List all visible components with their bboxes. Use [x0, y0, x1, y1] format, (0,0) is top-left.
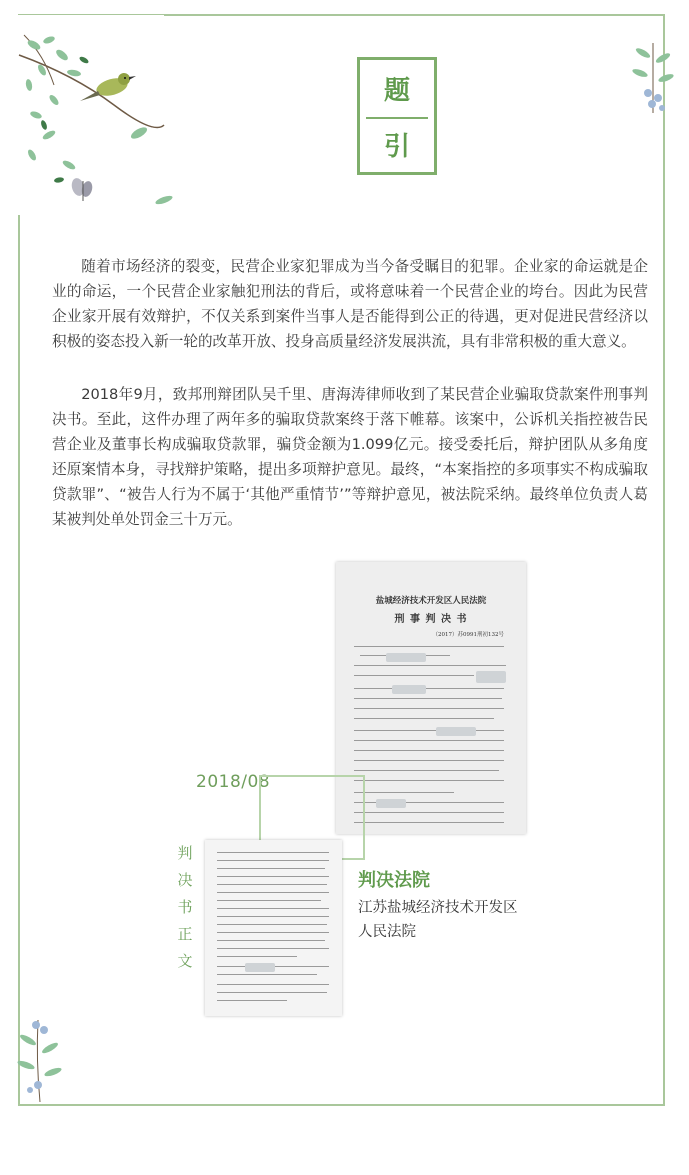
- title-char-1: 题: [383, 76, 410, 106]
- vertical-char: 判: [177, 844, 193, 862]
- title-divider: [366, 117, 428, 119]
- vertical-char: 正: [177, 925, 193, 943]
- doc-type: 刑 事 判 决 书: [394, 614, 468, 625]
- court-name-line-2: 人民法院: [358, 924, 416, 940]
- vertical-char: 书: [177, 898, 193, 916]
- flower-branch-icon: [8, 1010, 73, 1105]
- paragraph-intro: 随着市场经济的裂变，民营企业家犯罪成为当今备受瞩目的犯罪。企业家的命运就是企业的命运，一个民营企业家触犯刑法的背后，或将意味着一个民营企业的垮台。因此为民营企业家开展有效辩护，不仅关系到案件当事人是否能得到公正的待遇，更对促进民营经济以积极的姿态投入新一轮的改革开放、投身高质量经济发展洪流，具有非常积极的重大意义。: [52, 258, 648, 350]
- title-char-2: 引: [383, 132, 410, 162]
- vertical-char: 文: [177, 952, 193, 970]
- date-label: 2018/08: [196, 772, 271, 792]
- leaf-branch-icon: [618, 38, 688, 118]
- vertical-char: 决: [177, 871, 193, 889]
- title-box: [357, 57, 437, 175]
- vertical-label: [174, 840, 196, 975]
- court-heading: 判决法院: [358, 870, 430, 891]
- judgment-photo-body: [205, 840, 342, 1016]
- doc-case-number: （2017）苏0991刑初132号: [432, 632, 504, 638]
- court-name-line-1: 江苏盐城经济技术开发区: [358, 900, 518, 916]
- paragraph-case: 2018年9月，致邦刑辩团队吴千里、唐海涛律师收到了某民营企业骗取贷款案件刑事判决书。至此，这件办理了两年多的骗取贷款案终于落下帷幕。该案中，公诉机关指控被告民营企业及董事长构成骗取贷款罪，骗贷金额为1.099亿元。接受委托后，辩护团队从多角度还原案情本身，寻找辩护策略，提出多项辩护意见。最终，“本案指控的多项事实不构成骗取贷款罪”、“被告人行为不属于‘其他严重情节’”等辩护意见，被法院采纳。最终单位负责人葛某被判处单处罚金三十万元。: [52, 386, 648, 528]
- doc-court-header: 盐城经济技术开发区人民法院: [375, 596, 487, 606]
- butterfly-icon: [70, 175, 96, 205]
